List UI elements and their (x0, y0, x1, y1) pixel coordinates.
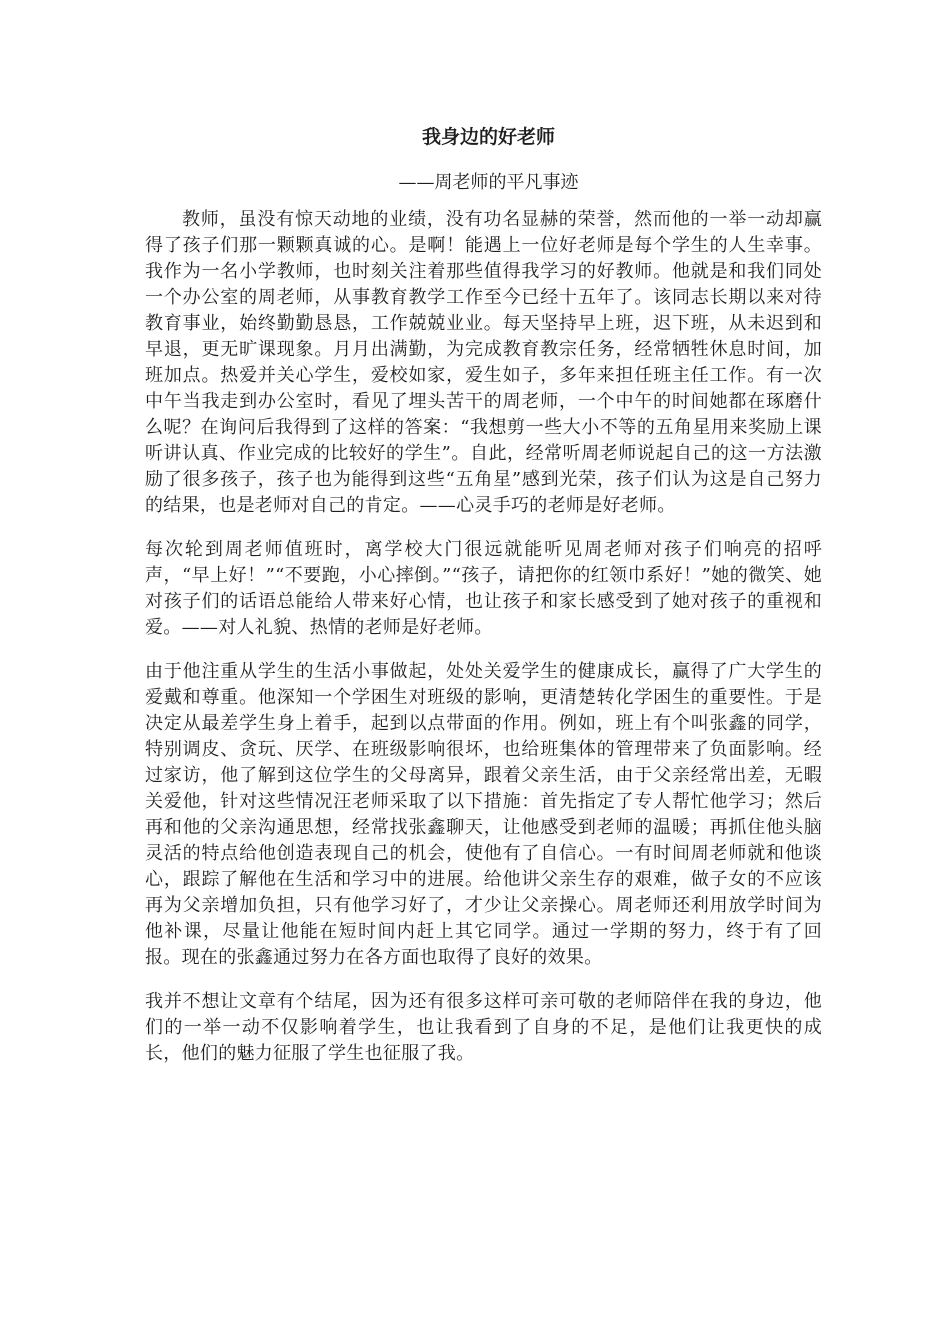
document-title: 我身边的好老师 (421, 126, 555, 148)
document-subtitle: ——周老师的平凡事迹 (398, 172, 579, 193)
document-page (145, 120, 822, 1085)
paragraph-student-story: 由于他注重从学生的生活小事做起，处处关爱学生的健康成长，赢得了广大学生的爱戴和尊重。他深知一个学困生对班级的影响，更清楚转化学困生的重要性。于是决定从最差学生身上着手，起到以点带面的作用。例如，班上有个叫张鑫的同学，特别调皮、贪玩、厌学、在班级影响很坏，也给班集体的管理带来了负面影响。经过家访，他了解到这位学生的父母离异，跟着父亲生活，由于父亲经常出差，无暇关爱他，针对这些情况汪老师采取了以下措施：首先指定了专人帮忙他学习；然后再和他的父亲沟通思想，经常找张鑫聊天，让他感受到老师的温暖；再抓住他头脑灵活的特点给他创造表现自己的机会，使他有了自信心。一有时间周老师就和他谈心，跟踪了解他在生活和学习中的进展。给他讲父亲生存的艰难，做子女的不应该再为父亲增加负担，只有他学习好了，才少让父亲操心。周老师还利用放学时间为他补课，尽量让他能在短时间内赶上其它同学。通过一学期的努力，终于有了回报。现在的张鑫通过努力在各方面也取得了良好的效果。 (145, 661, 822, 968)
paragraph-intro: 教师，虽没有惊天动地的业绩，没有功名显赫的荣誉，然而他的一举一动却赢得了孩子们那一颗颗真诚的心。是啊！能遇上一位好老师是每个学生的人生幸事。我作为一名小学教师，也时刻关注着那些值得我学习的好教师。他就是和我们同处一个办公室的周老师，从事教育教学工作至今已经十五年了。该同志长期以来对待教育事业，始终勤勤恳恳，工作兢兢业业。每天坚持早上班，迟下班，从未迟到和早退，更无旷课现象。月月出满勤，为完成教育教宗任务，经常牺牲休息时间，加班加点。热爱并关心学生，爱校如家，爱生如子，多年来担任班主任工作。有一次中午当我走到办公室时，看见了埋头苦干的周老师，一个中午的时间她都在琢磨什么呢？在询问后我得到了这样的答案：“我想剪一些大小不等的五角星用来奖励上课听讲认真、作业完成的比较好的学生”。自此，经常听周老师说起自己的这一方法激励了很多孩子，孩子也为能得到这些“五角星”感到光荣，孩子们认为这是自己努力的结果，也是老师对自己的肯定。——心灵手巧的老师是好老师。 (145, 209, 822, 516)
paragraph-conclusion: 我并不想让文章有个结尾，因为还有很多这样可亲可敬的老师陪伴在我的身边，他们的一举一动不仅影响着学生，也让我看到了自身的不足，是他们让我更快的成长，他们的魅力征服了学生也征服了我。 (145, 991, 822, 1064)
paragraph-greeting: 每次轮到周老师值班时，离学校大门很远就能听见周老师对孩子们响亮的招呼声，“早上好！”“不要跑，小心摔倒。”“孩子，请把你的红领巾系好！”她的微笑、她对孩子们的话语总能给人带来好心情，也让孩子和家长感受到了她对孩子的重视和爱。——对人礼貌、热情的老师是好老师。 (145, 539, 822, 638)
